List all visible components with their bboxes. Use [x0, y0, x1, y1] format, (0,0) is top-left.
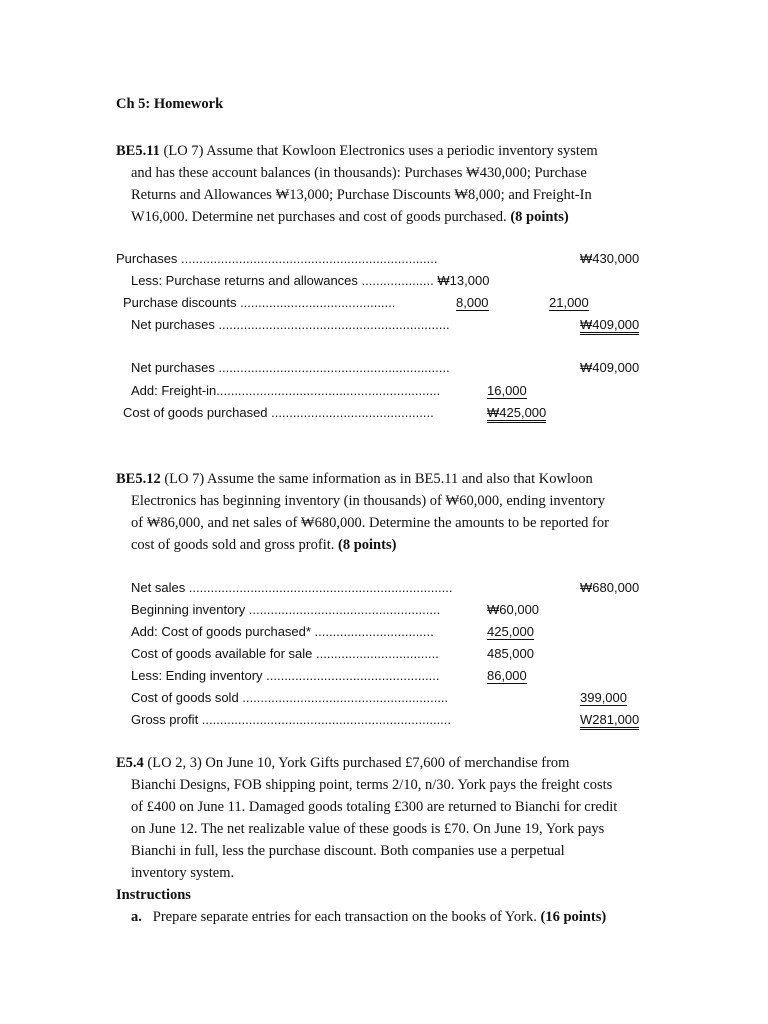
be511-deductions-total: 21,000: [549, 295, 589, 310]
be512-cogs-total: 399,000: [580, 690, 627, 705]
be511-net-purchases-total: ₩409,000: [580, 317, 639, 335]
be511-points: (8 points): [510, 209, 569, 225]
be512-gross-profit-total: W281,000: [580, 712, 639, 730]
be512-cogp-amount: 425,000: [487, 624, 534, 639]
table-row: Net sales .........................................................................: [131, 580, 453, 595]
instructions-heading: Instructions: [116, 887, 191, 903]
be511-returns-amount: ₩13,000: [437, 273, 490, 288]
be512-points: (8 points): [338, 537, 397, 553]
table-row: Cost of goods available for sale ..................................: [131, 646, 439, 661]
be512-beginning-inventory-amount: ₩60,000: [487, 602, 540, 617]
be511-cogp-amount: ₩425,000: [487, 405, 546, 423]
instruction-a-marker: a.: [131, 909, 142, 925]
e54-code: E5.4: [116, 755, 144, 771]
table-row: Cost of goods sold .........................................................: [131, 690, 449, 705]
table-row: Less: Purchase returns and allowances .................... ₩13,000: [131, 273, 490, 288]
be512-code: BE5.12: [116, 471, 161, 487]
table-row: Net purchases ................................................................: [131, 360, 450, 375]
be511-net-purchases-total-2: ₩409,000: [580, 360, 640, 375]
instruction-a-points: (16 points): [540, 909, 607, 925]
be512-problem: BE5.12 (LO 7) Assume the same information as in BE5.11 and also that Kowloon Electronics has beginning inventory (in thousands) of ₩60,000, ending inventory of ₩86,000, and net sales of ₩680,000. Determine the amounts to be reported for cost of goods sold and gross profit. (8 points): [116, 471, 609, 553]
be511-code: BE5.11: [116, 143, 160, 159]
be511-freight-amount: 16,000: [487, 383, 527, 398]
e54-problem: E5.4 (LO 2, 3) On June 10, York Gifts purchased £7,600 of merchandise from Bianchi Designs, FOB shipping point, terms 2/10, n/30. York pays the freight costs of £400 on June 11. Damaged goods totaling £300 are returned to Bianchi for credit on June 12. The net realizable value of these goods is £70. On June 19, York pays Bianchi in full, less the purchase discount. Both companies use a perpetual inventory system. Instructions a. Prepare separate entries for each transaction on the books of York. (16 points): [116, 755, 618, 925]
table-row: Net purchases ................................................................: [131, 317, 450, 332]
be511-discounts-amount: 8,000: [456, 295, 489, 310]
table-row: Gross profit .....................................................................: [131, 712, 452, 727]
be511-problem: BE5.11 (LO 7) Assume that Kowloon Electronics uses a periodic inventory system and has these account balances (in thousands): Purchases ₩430,000; Purchase Returns and Allowances ₩13,000; Purchase Discounts ₩8,000; and Freight-In W16,000. Determine net purchases and cost of goods purchased. (8 points): [116, 143, 598, 225]
be512-ending-inventory-amount: 86,000: [487, 668, 527, 683]
table-row: Less: Ending inventory ................................................: [131, 668, 440, 683]
be512-goods-available-amount: 485,000: [487, 646, 534, 661]
table-row: Add: Freight-in..............................................................: [131, 383, 441, 398]
be512-net-sales-total: ₩680,000: [580, 580, 640, 595]
be511-purchases-total: ₩430,000: [580, 251, 640, 266]
table-row: Purchase discounts ...........................................: [123, 295, 396, 310]
table-row: Purchases .......................................................................: [116, 251, 438, 266]
table-row: Beginning inventory .....................................................: [131, 602, 441, 617]
page-title: Ch 5: Homework: [116, 96, 224, 112]
table-row: Cost of goods purchased .............................................: [123, 405, 434, 420]
table-row: Add: Cost of goods purchased* .................................: [131, 624, 434, 639]
